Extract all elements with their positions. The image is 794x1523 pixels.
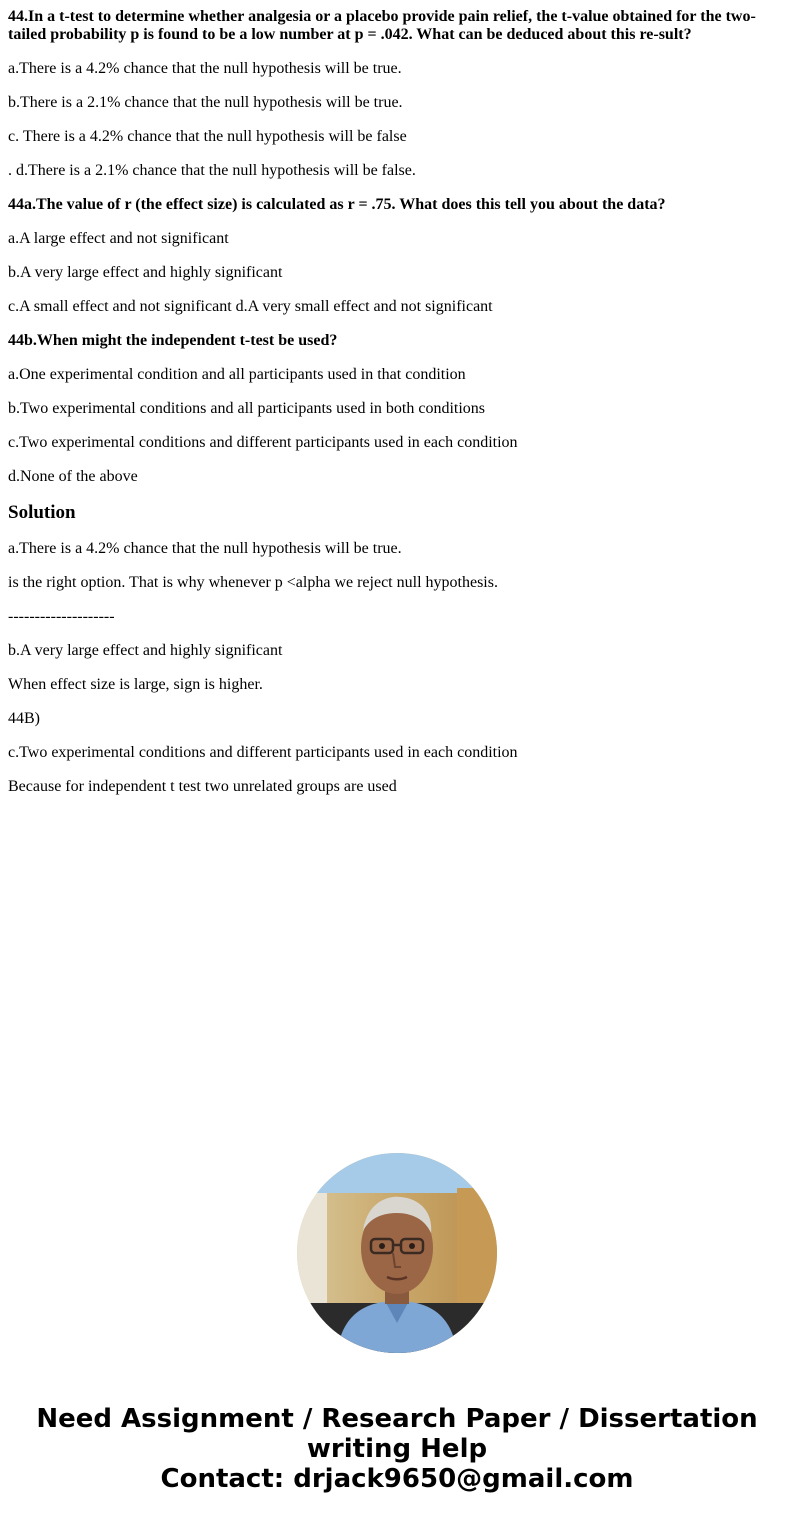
question-44b-option-a: a.One experimental condition and all participants used in that condition: [8, 366, 466, 383]
promo-contact: Contact: drjack9650@gmail.com: [160, 1464, 634, 1494]
tutor-portrait: [297, 1153, 497, 1353]
question-44b-prompt: 44b.When might the independent t-test be used?: [8, 332, 338, 349]
solution-heading: Solution: [8, 502, 76, 523]
solution-divider: --------------------: [8, 608, 115, 625]
solution-line: a.There is a 4.2% chance that the null hypothesis will be true.: [8, 540, 402, 557]
question-44a-option-a: a.A large effect and not significant: [8, 230, 229, 247]
solution-line: c.Two experimental conditions and different participants used in each condition: [8, 744, 518, 761]
promo-line-1: Need Assignment / Research Paper / Dissertation: [36, 1404, 758, 1434]
solution-line: 44B): [8, 710, 40, 727]
question-44-prompt: 44.In a t-test to determine whether analgesia or a placebo provide pain relief, the t-value obtained for the two-tailed probability p is found to be a low number at p = .042. What can be deduced about this re-sult?: [8, 8, 756, 43]
tutor-avatar: [297, 1153, 497, 1353]
solution-line: b.A very large effect and highly significant: [8, 642, 283, 659]
promo-banner: [0, 1404, 794, 1494]
question-44a-prompt: 44a.The value of r (the effect size) is calculated as r = .75. What does this tell you about the data?: [8, 196, 666, 213]
question-44-option-c: c. There is a 4.2% chance that the null hypothesis will be false: [8, 128, 407, 145]
document-body: [8, 8, 778, 812]
promo-line-2: writing Help: [306, 1434, 488, 1464]
question-44-option-d: . d.There is a 2.1% chance that the null hypothesis will be false.: [8, 162, 416, 179]
question-44b-option-d: d.None of the above: [8, 468, 138, 485]
question-44-option-a: a.There is a 4.2% chance that the null hypothesis will be true.: [8, 60, 402, 77]
question-44b-option-c: c.Two experimental conditions and different participants used in each condition: [8, 434, 518, 451]
question-44a-option-b: b.A very large effect and highly significant: [8, 264, 283, 281]
question-44-option-b: b.There is a 2.1% chance that the null hypothesis will be true.: [8, 94, 403, 111]
solution-line: Because for independent t test two unrelated groups are used: [8, 778, 397, 795]
solution-line: is the right option. That is why whenever p <alpha we reject null hypothesis.: [8, 574, 498, 591]
question-44b-option-b: b.Two experimental conditions and all participants used in both conditions: [8, 400, 486, 417]
question-44a-option-cd: c.A small effect and not significant d.A very small effect and not significant: [8, 298, 493, 315]
solution-line: When effect size is large, sign is higher.: [8, 676, 263, 693]
